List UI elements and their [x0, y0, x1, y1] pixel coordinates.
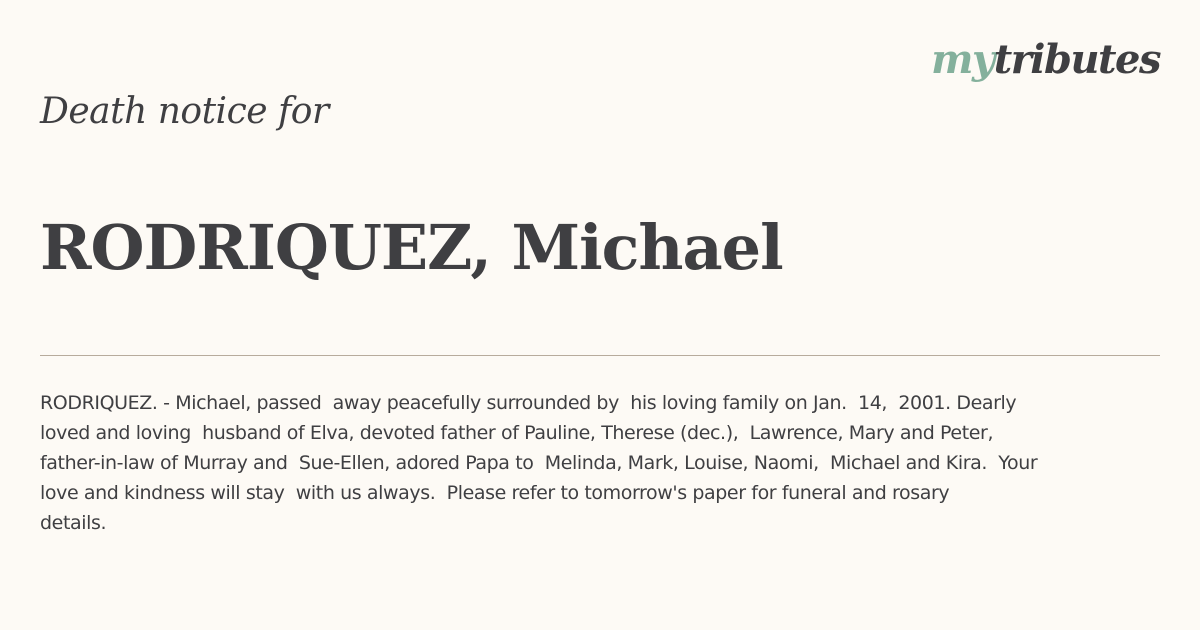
- deceased-name: RODRIQUEZ, Michael: [40, 211, 783, 284]
- notice-text: [40, 388, 1150, 538]
- logo-tributes-text: tributes: [993, 36, 1160, 83]
- mytributes-logo[interactable]: [931, 32, 1160, 88]
- section-divider: [40, 355, 1160, 356]
- notice-text-line: father-in-law of Murray and Sue-Ellen, adored Papa to Melinda, Mark, Louise, Naomi, Michael and Kira. Your: [40, 452, 1038, 474]
- death-notice-heading: Death notice for: [40, 91, 329, 132]
- logo-my-text: my: [931, 36, 994, 83]
- notice-text-line: RODRIQUEZ. - Michael, passed away peacefully surrounded by his loving family on Jan. 14, 2001. Dearly: [40, 392, 1017, 414]
- notice-text-line: love and kindness will stay with us always. Please refer to tomorrow's paper for funeral and rosary: [40, 482, 950, 504]
- notice-text-line: loved and loving husband of Elva, devoted father of Pauline, Therese (dec.), Lawrence, Mary and Peter,: [40, 422, 994, 444]
- notice-text-line: details.: [40, 512, 107, 534]
